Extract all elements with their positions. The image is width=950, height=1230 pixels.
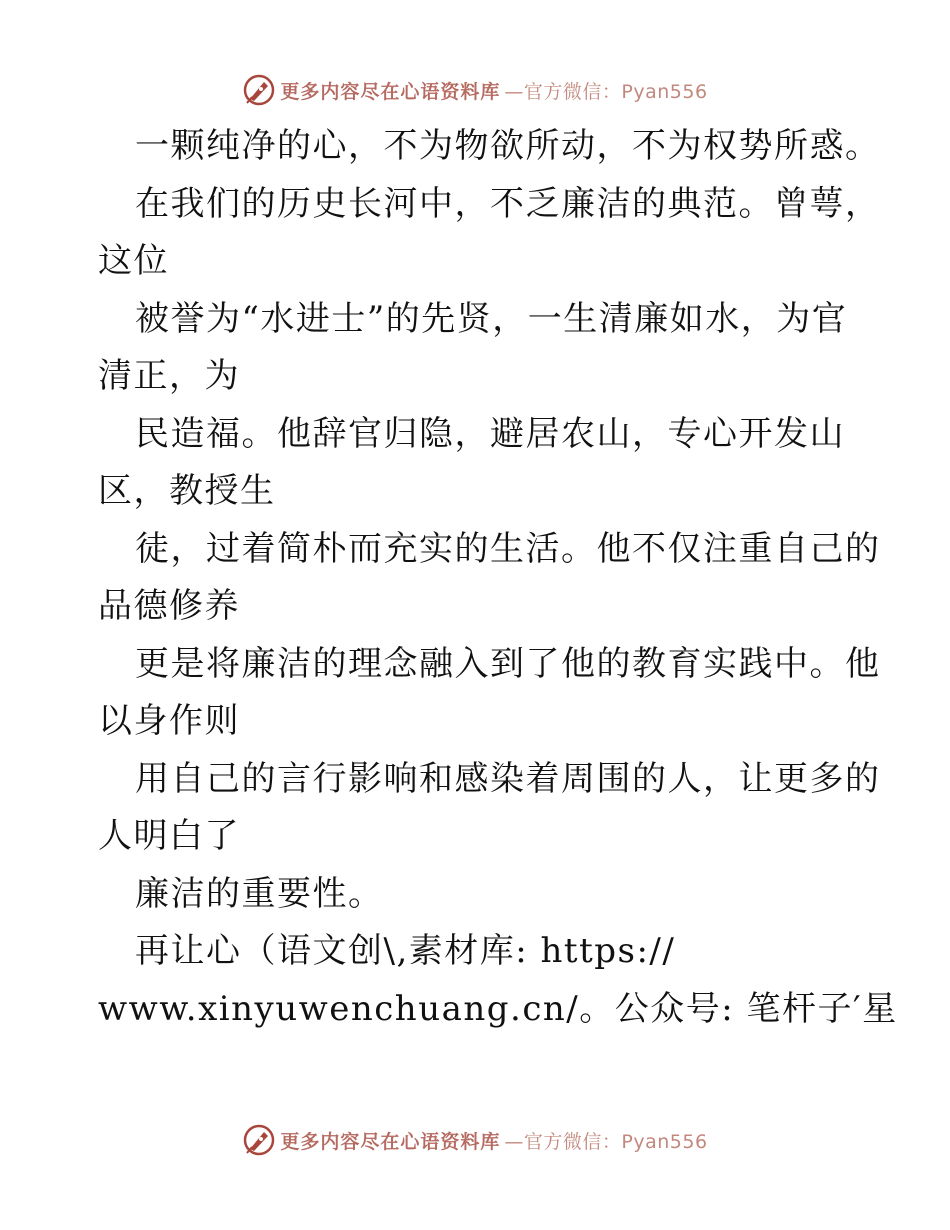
body-line: 民造福。他辞官归隐，避居农山，专心开发山	[135, 413, 845, 454]
document-body	[98, 118, 898, 1038]
body-line: www.xinyuwenchuang.cn/。公众号: 笔杆子′星	[98, 988, 898, 1029]
header-promo-text: 更多内容尽在心语资料库	[280, 80, 501, 103]
body-line: 以身作则	[98, 701, 240, 741]
body-line: 人明白了	[98, 816, 240, 856]
body-line: 这位	[98, 241, 169, 281]
body-line: 被誉为“水进士”的先贤，一生清廉如水，为官	[135, 298, 848, 339]
body-line: 区，教授生	[98, 471, 276, 511]
body-line: 用自己的言行影响和感染着周围的人，让更多的	[135, 758, 881, 799]
body-line: 廉洁的重要性。	[135, 873, 384, 914]
header-banner	[0, 70, 950, 110]
header-contact-text: —官方微信：Pyan556	[504, 80, 708, 103]
body-line: 再让心（语文创\,素材库: https://	[135, 931, 676, 971]
footer-banner	[0, 1120, 950, 1160]
body-line: 更是将廉洁的理念融入到了他的教育实践中。他	[135, 643, 881, 684]
body-line: 清正，为	[98, 356, 240, 396]
footer-contact-text: —官方微信：Pyan556	[504, 1130, 708, 1153]
body-line: 品德修养	[98, 586, 240, 626]
footer-promo-text: 更多内容尽在心语资料库	[280, 1130, 501, 1153]
pen-nib-logo-icon	[242, 73, 276, 107]
body-line: 在我们的历史长河中，不乏廉洁的典范。曾萼，	[135, 183, 881, 224]
pen-nib-logo-icon	[242, 1123, 276, 1157]
body-line: 徒，过着简朴而充实的生活。他不仅注重自己的	[135, 528, 881, 569]
body-line: 一颗纯净的心，不为物欲所动，不为权势所惑。	[135, 126, 881, 166]
